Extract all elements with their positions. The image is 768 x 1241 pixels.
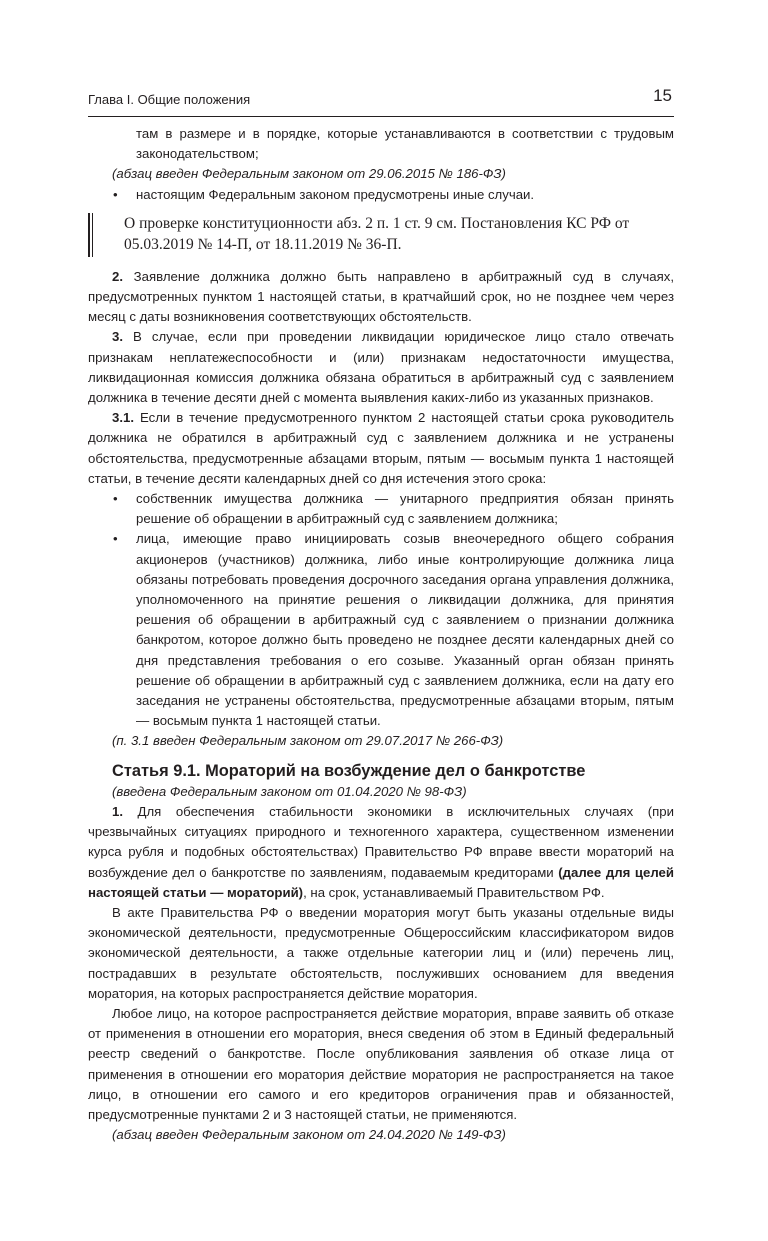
list-item	[88, 185, 674, 205]
commentary-text: О проверке конституционности абз. 2 п. 1 ст. 9 см. Постановления КС РФ от 05.03.2019 № 14-П, от 18.11.2019 № 36-П.	[124, 214, 630, 253]
paragraph-3	[88, 327, 674, 408]
paragraph-number: 3.1.	[112, 410, 134, 426]
paragraph-text: Заявление должника должно быть направлено в арбитражный суд в случаях, предусмотренных пунктом 1 настоящей статьи, в кратчайший срок, но не позднее чем через месяц с даты возникновения соответствующих обстоятельств.	[88, 268, 674, 325]
paragraph-text: Для обеспечения стабильности экономики в исключительных случаях (при чрезвычайных ситуациях природного и техногенного характера, существенном изменении курса рубля и подобных обстоятельствах) Правительство РФ вправе ввести мораторий на возбуждение дел о банкротстве по заявлениям, подаваемым кредиторами	[88, 803, 674, 880]
bullet-icon: •	[113, 491, 118, 507]
definition-text: (далее для целей настоящей статьи — мораторий)	[88, 864, 674, 900]
article-paragraph-3: Любое лицо, на которое распространяется действие моратория, вправе заявить об отказе от применения в отношении его моратория, внеся сведения об этом в Единый федеральный реестр сведений о банкротстве. После опубликования заявления об отказе лица от применения в отношении его моратория действие моратория не распространяется на такое лицо, в отношении его самого и его кредиторов ограничения прав и обязанностей, предусмотренные пунктами 2 и 3 настоящей статьи, не применяются.	[88, 1005, 674, 1122]
article-paragraph-2: В акте Правительства РФ о введении моратория могут быть указаны отдельные виды экономической деятельности, предусмотренные Общероссийским классификатором видов экономической деятельности, а также отдельные категории лиц и (или) перечень лиц, пострадавших в результате обстоятельств, послуживших основанием для введения моратория, на которых распространяется действие моратория.	[88, 904, 674, 1001]
paragraph-3-1	[88, 408, 674, 489]
bullet-icon: •	[113, 186, 118, 202]
amendment-note: (абзац введен Федеральным законом от 24.04.2020 № 149-ФЗ)	[112, 1127, 506, 1143]
paragraph-number: 3.	[112, 329, 123, 345]
commentary-block	[88, 213, 674, 255]
list-item-text: настоящим Федеральным законом предусмотрены иные случаи.	[136, 186, 535, 202]
continued-text: там в размере и в порядке, которые устанавливаются в соответствии с трудовым законодательством;	[136, 126, 674, 162]
page-body	[88, 124, 674, 1145]
paragraph-text: Если в течение предусмотренного пунктом 2 настоящей статьи срока руководитель должника не обратился в арбитражный суд с заявлением должника и не устранены обстоятельства, предусмотренные абзацами вторым, пятым — восьмым пункта 1 настоящей статьи, в течение десяти календарных дней со дня истечения этого срока:	[88, 410, 674, 486]
amendment-note: (п. 3.1 введен Федеральным законом от 29.07.2017 № 266-ФЗ)	[112, 733, 504, 749]
paragraph-2	[88, 267, 674, 328]
paragraph-text-end: , на срок, устанавливаемый Правительством РФ.	[303, 884, 605, 900]
amendment-note: (введена Федеральным законом от 01.04.2020 № 98-ФЗ)	[112, 783, 467, 799]
paragraph-number: 1.	[112, 803, 123, 819]
list-item-text: лица, имеющие право инициировать созыв внеочередного общего собрания акционеров (участников) должника, либо иные контролирующие должника лица обязаны потребовать проведения досрочного заседания органа управления должника, уполномоченного на принятие решения о ликвидации должника, для принятия решения об обращении в арбитражный суд с заявлением о признании должника банкротом, которое должно быть проведено не позднее десяти календарных дней со дня представления требования о его созыве. Указанный орган обязан принять решение об обращении в арбитражный суд с заявлением должника, если на дату его заседания не устранены обстоятельства, предусмотренные абзацами вторым, пятым — восьмым пункта 1 настоящей статьи.	[136, 531, 674, 729]
list-item	[88, 489, 674, 529]
bullet-icon: •	[113, 531, 118, 547]
list-item	[88, 529, 674, 731]
running-header	[88, 86, 674, 117]
page-number: 15	[653, 86, 672, 105]
paragraph-number: 2.	[112, 268, 123, 284]
paragraph-text: В случае, если при проведении ликвидации юридическое лицо стало отвечать признакам неплатежеспособности и (или) признакам недостаточности имущества, ликвидационная комиссия должника обязана обратиться в арбитражный суд с заявлением должника в течение десяти дней с момента выявления каких-либо из указанных признаков.	[88, 329, 674, 406]
article-paragraph-1	[88, 802, 674, 903]
list-item-text: собственник имущества должника — унитарного предприятия обязан принять решение об обращении в арбитражный суд с заявлением должника;	[136, 491, 674, 527]
amendment-note: (абзац введен Федеральным законом от 29.06.2015 № 186-ФЗ)	[112, 166, 506, 182]
margin-bar-icon	[88, 213, 93, 257]
chapter-title: Глава I. Общие положения	[88, 92, 251, 107]
article-title: Статья 9.1. Мораторий на возбуждение дел о банкротстве	[112, 761, 586, 780]
